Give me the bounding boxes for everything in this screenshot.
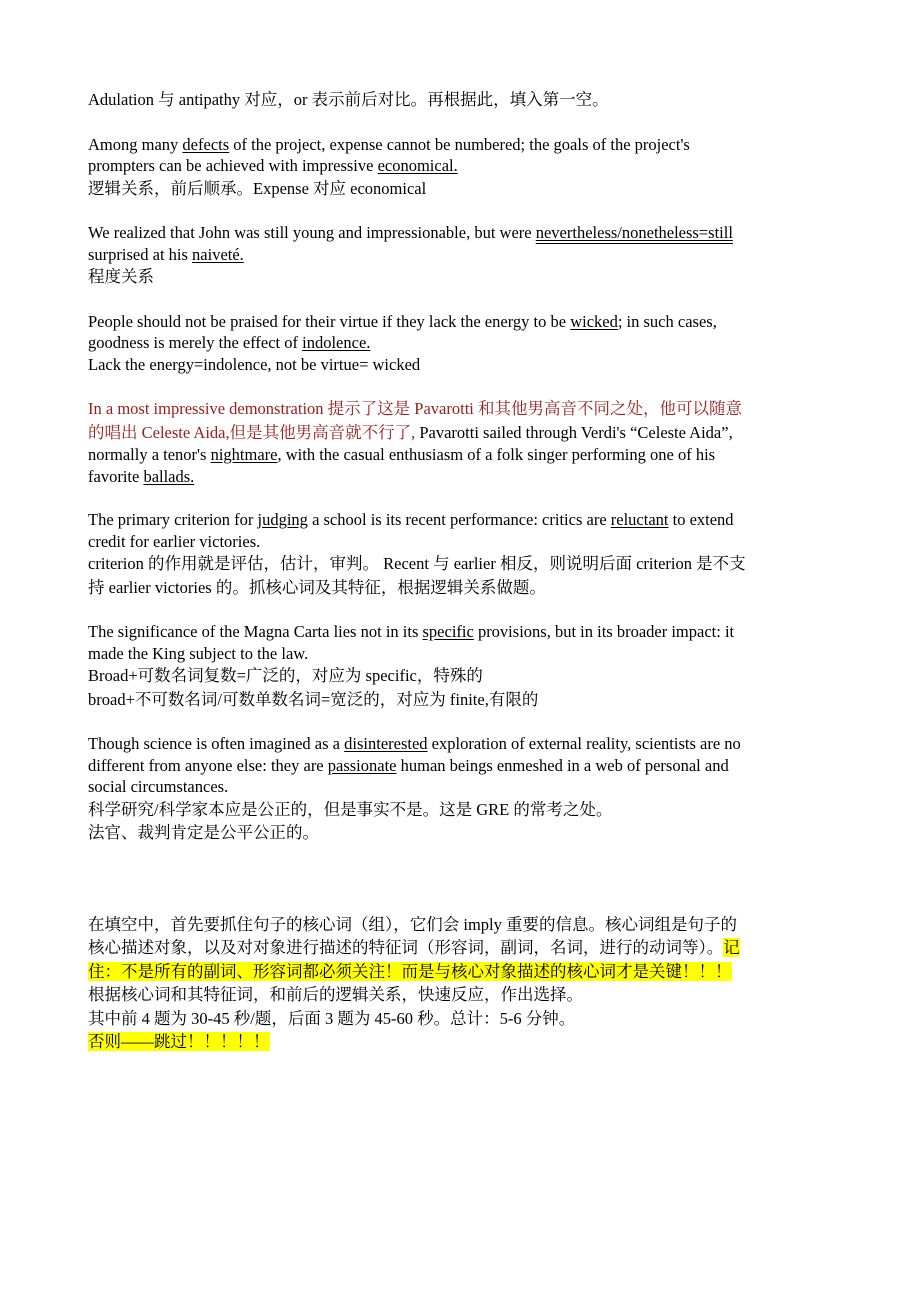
underlined-word: naiveté. <box>192 244 244 264</box>
underlined-word: judging <box>257 510 308 529</box>
text-line: 根据核心词和其特征词，和前后的逻辑关系，快速反应，作出选择。 <box>88 985 583 1004</box>
text-line <box>88 134 836 156</box>
text-line <box>88 621 836 643</box>
text-span: Among many <box>88 134 183 154</box>
text-line <box>88 936 836 960</box>
underlined-word: ballads. <box>143 466 195 486</box>
text-line: 在填空中，首先要抓住句子的核心词（组），它们会 imply 重要的信息。核心词组是句子的 <box>88 914 738 934</box>
text-line: 持 earlier victories 的。抓核心词及其特征，根据逻辑关系做题。 <box>88 577 546 597</box>
highlighted-text: 住：不是所有的副词、形容词都必须关注！而是与核心对象描述的核心词才是关键！！！ <box>88 961 732 981</box>
text-span: normally a tenor's <box>88 445 211 464</box>
text-span: In a <box>88 399 118 418</box>
text-span: provisions, but in its broader impact: it <box>473 622 735 641</box>
underlined-word: reluctant <box>610 510 669 529</box>
spacer <box>88 867 836 913</box>
paragraph-pavarotti <box>88 397 836 487</box>
underlined-word: specific <box>422 622 474 641</box>
underlined-word: indolence. <box>302 333 371 352</box>
text-line: 程度关系 <box>88 267 154 286</box>
highlighted-text: 记 <box>723 938 740 957</box>
text-line: criterion 的作用就是评估，估计，审判。 Recent 与 earlier 相反，则说明后面 criterion 是不支 <box>88 554 746 573</box>
highlighted-text: 否则——跳过！！！！！ <box>88 1032 270 1051</box>
paragraph-criterion <box>88 509 836 599</box>
text-line: Broad+可数名词复数=广泛的，对应为 specific，特殊的 <box>88 666 483 685</box>
text-line <box>88 222 836 244</box>
paragraph-science <box>88 733 836 845</box>
text-line <box>88 509 836 531</box>
text-span: , with the casual enthusiasm of a folk singer performing one of his <box>277 445 716 464</box>
text-span: The significance of the Magna Carta lies not in its <box>88 622 423 641</box>
text-line: broad+不可数名词/可数单数名词=宽泛的，对应为 finite,有限的 <box>88 689 539 709</box>
text-line: 科学研究/科学家本应是公正的，但是事实不是。这是 GRE 的常考之处。 <box>88 799 613 819</box>
paragraph-adulation <box>88 88 836 112</box>
text-span: to extend <box>668 510 734 529</box>
paragraph-virtue <box>88 311 836 376</box>
text-line <box>88 421 836 445</box>
text-span: Though science is often imagined as a <box>88 734 345 753</box>
document-page <box>88 88 836 1076</box>
text-line <box>88 444 836 466</box>
paragraph-john <box>88 222 836 289</box>
text-span: We realized that John was still young and impressionable, but were <box>88 223 536 242</box>
text-line: 法官、裁判肯定是公平公正的。 <box>88 823 319 842</box>
text-line: social circumstances. <box>88 777 229 796</box>
text-span: ; in such cases, <box>617 311 717 331</box>
text-line <box>88 332 836 354</box>
text-line: 逻辑关系，前后顺承。Expense 对应 economical <box>88 178 427 198</box>
text-span: favorite <box>88 466 144 486</box>
text-line <box>88 1030 836 1054</box>
text-line <box>88 244 836 266</box>
text-span: surprised at his <box>88 244 193 264</box>
underlined-word: passionate <box>327 755 397 775</box>
underlined-word: wicked <box>570 311 618 331</box>
text-line <box>88 960 836 984</box>
text-span: Pavarotti sailed through Verdi's “Celeste Aida”, <box>415 422 733 442</box>
underlined-word: economical. <box>377 156 458 175</box>
text-line <box>88 311 836 333</box>
text-span: human beings enmeshed in a web of personal and <box>396 755 729 775</box>
text-span: of the project, expense cannot be numbered; the goals of the project's <box>229 134 690 154</box>
text-line: credit for earlier victories. <box>88 531 261 551</box>
paragraph-magna-carta <box>88 621 836 711</box>
text-line: 其中前 4 题为 30-45 秒/题，后面 3 题为 45-60 秒。总计：5-6 分钟。 <box>88 1008 576 1028</box>
text-span: goodness is merely the effect of <box>88 333 303 352</box>
underlined-word: disinterested <box>344 734 428 753</box>
text-line <box>88 466 836 488</box>
text-line <box>88 155 836 177</box>
text-span: exploration of external reality, scientists are no <box>427 734 741 753</box>
text-line <box>88 397 836 421</box>
text-span: a school is its recent performance: critics are <box>307 510 611 529</box>
paragraph-defects <box>88 134 836 201</box>
underlined-word: nightmare <box>210 445 278 464</box>
text-span: People should not be praised for their virtue if they lack the energy to be <box>88 311 571 331</box>
double-underlined-word: nevertheless/nonetheless=still <box>535 223 733 242</box>
text-line <box>88 755 836 777</box>
text-span: 核心描述对象，以及对对象进行描述的特征词（形容词，副词，名词，进行的动词等）。 <box>88 938 724 957</box>
text-line: Lack the energy=indolence, not be virtue= wicked <box>88 354 421 374</box>
text-line: Adulation 与 antipathy 对应，or 表示前后对比。再根据此，填入第一空。 <box>88 90 609 109</box>
red-annotation: most impressive demonstration 提示了这是 Pavarotti 和其他男高音不同之处，他可以随意 <box>117 399 742 418</box>
text-span: prompters can be achieved with impressive <box>88 156 378 175</box>
paragraph-strategy <box>88 913 836 1054</box>
text-span: The primary criterion for <box>88 510 258 529</box>
red-annotation: 的唱出 Celeste Aida,但是其他男高音就不行了, <box>88 422 416 442</box>
text-span: different from anyone else: they are <box>88 755 328 775</box>
text-line <box>88 733 836 755</box>
underlined-word: defects <box>182 134 230 154</box>
text-line: made the King subject to the law. <box>88 643 309 663</box>
